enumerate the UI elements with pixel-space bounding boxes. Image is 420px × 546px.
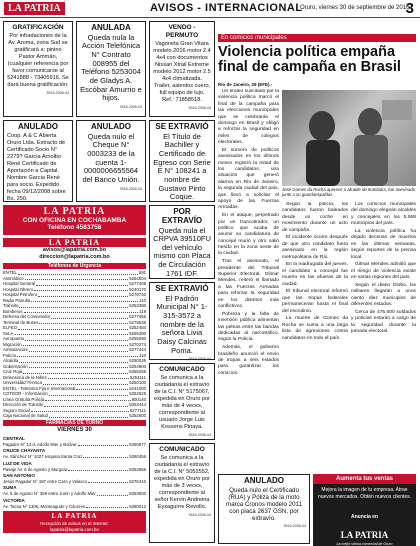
page-number: 3 — [405, 0, 414, 17]
band-email[interactable]: lapatria@lapatria.com.bo — [50, 526, 99, 532]
list-item-phone: 5240170 — [129, 286, 146, 292]
article-paragraph: Un tiroteo suscitado por la violencia política marcó el final de la campaña para las elecciones municipales que se celebrarán el domingo en Brasil y obligó a reforzar la seguridad en miles de colegios electorales. — [218, 89, 279, 145]
directory-title: Teléfonos de Urgencia — [3, 263, 146, 269]
leader-dots — [83, 454, 128, 458]
list-item-phone: 5254444 — [129, 402, 146, 408]
leader-dots — [43, 380, 128, 384]
promo-logo: LA PATRIA — [340, 530, 389, 540]
section-title: AVISOS - INTERNACIONAL — [150, 2, 303, 14]
leader-dots — [97, 491, 128, 495]
leader-dots — [38, 292, 128, 296]
ad-body: El Título de Bachiller y Certificado de Egreso con Serie E N° 108241 a nombre de Gustavo Pinto Coque. — [153, 131, 211, 202]
newspaper-logo: LA PATRIA — [4, 2, 65, 15]
list-item — [3, 504, 146, 510]
list-item-phone: 5277455 — [129, 314, 146, 320]
list-item-name: Tránsito — [3, 303, 19, 309]
list-item-name: Seguro Social — [3, 407, 30, 413]
list-item-phone: 5276410 — [129, 478, 146, 484]
list-item-phone: 5254800 — [129, 363, 146, 369]
list-item — [3, 467, 146, 473]
ad-body: Queda nula la Acción Telefónica N° Contrato 008955 del Teléfono 5253004 de Gladys A. Escóbar Amurrio e hijos. — [80, 32, 142, 103]
list-item-name: ENTEL - Telefonía Fija e Internacional — [3, 385, 76, 391]
list-item-phone: 5250100 — [129, 380, 146, 386]
promo-body: Mejora la imagen de tu empresa. Atrae nuevos mercados. Obtén nuevos clientes. — [317, 487, 412, 500]
list-item-name: Av. 6 de Agosto N° 359 entre Junín y Adolfo Mier — [3, 491, 96, 497]
leader-dots — [23, 369, 128, 373]
leader-dots — [88, 479, 128, 483]
ad-gratificacion — [3, 21, 73, 117]
photo-image-icon — [282, 90, 416, 186]
ad-body: Queda nulo el Cheque N° 0003233 de la cuenta 1-0000006655564 del Banco Unión. — [82, 131, 140, 184]
band-email-avisos[interactable]: avisos@lapatria.com.bo — [42, 247, 107, 253]
ad-extravio-vehiculo — [149, 205, 215, 279]
list-item-name: Migración — [3, 341, 22, 347]
list-item-phone: 5277111 — [129, 407, 146, 413]
list-item-phone: 5252484 — [129, 325, 146, 331]
leader-dots — [51, 314, 128, 318]
article-paragraph: El tribunal electoral informó que las tropas federales permanecerán hasta el final del escrutinio. — [282, 289, 348, 314]
promo-cta: Anuncia en — [351, 514, 378, 520]
article-paragraph: En la madrugada del jueves, el candidato a concejal fue muerto en las afueras de la ciudad. — [282, 262, 348, 287]
ad-code: 5516-2006-04 — [188, 357, 211, 360]
leader-dots — [19, 303, 128, 307]
list-item — [3, 479, 146, 485]
list-item — [3, 413, 146, 419]
leader-dots — [24, 309, 139, 313]
article-paragraph: Según la policía, los candidatos fueron baleados desde un coche en movimiento durante un acto de campaña. — [282, 202, 348, 233]
promo-tagline: La mejor vitrina comercial de Oruro — [336, 542, 393, 546]
leader-dots — [34, 287, 128, 291]
leader-dots — [29, 364, 129, 368]
list-item-phone: 5270274 — [129, 341, 146, 347]
ad-title: ANULADA — [91, 23, 131, 32]
list-item-phone: 5241000 — [129, 385, 146, 391]
list-item-name: Gobernación — [3, 363, 28, 369]
pharmacy-title: FARMACIAS DE TURNO — [3, 420, 146, 426]
list-item-name: Antirrábico — [3, 275, 24, 281]
ad-body: Queda nulo el Certificado (RUA) y Póliza de la moto marca Cronos modelo 2011 con placa 2637 GSN, por extravío. — [226, 486, 302, 523]
list-item-name: Radio Patrulla — [3, 297, 30, 303]
list-item-name: Defensa del Consumidor — [3, 314, 51, 320]
ad-code: 3918-2006-04 — [119, 186, 142, 191]
band-emails — [3, 247, 146, 260]
article-paragraph: Los comicios municipales del domingo elegirán alcaldes y concejales en los 5.568 municipios del país. — [351, 202, 416, 227]
band-email-direccion[interactable]: direccion@lapatria.com.bo — [39, 253, 110, 260]
list-item — [3, 454, 146, 460]
ad-code: 5516-2006-04 — [188, 433, 211, 437]
ad-title: SE EXTRAVIÓ — [155, 284, 209, 293]
pharmacy-zone: CENTRAL — [3, 435, 25, 441]
article-column-1 — [218, 89, 279, 474]
emergency-directory — [3, 262, 146, 546]
pharmacy-zone: LUZ DE VIDA — [3, 460, 32, 466]
leader-dots — [25, 276, 129, 280]
leader-dots — [18, 270, 138, 274]
list-item-name: Línea Gratuita Policía — [3, 396, 45, 402]
list-item-name: ELFEO — [3, 325, 18, 331]
list-item-phone: 5255255 — [129, 369, 146, 375]
ad-body: Por infradaciones de la Av. Aroma, zona Sud se gratificará a: pinino Pastor Ammán, (cualquier referencia por favor comunicarse al 5241888 - 73405916. Se dará buena gratificación. — [7, 33, 69, 89]
article-paragraph: Pobreza y la falta de inversión pública alimentan las peleas entre las bandas dedicadas al narcotráfico, según la Policía. — [218, 311, 279, 343]
ad-body: Vagoneta Gran Vitara modelo 2016 motor 2.4 4x4 con documentos Nissan Xtrail Extreme modelo 2012 motor 2.5 4x4 climatizada. Trailer, asientos cuero, full equipo de lujo. Ref.: 71858518. — [153, 41, 211, 104]
list-item-phone: 5254004 — [129, 275, 146, 281]
list-item-name: Hospital General — [3, 281, 36, 287]
list-item — [3, 491, 146, 497]
pharmacy-zone: SUMA — [3, 485, 17, 491]
list-item — [3, 442, 146, 448]
band-title: LA PATRIA — [51, 512, 98, 521]
article-paragraph: El incidente ocurre después de que otro candidato fuera asesinado en la región metropolitana de Río. — [282, 235, 348, 260]
list-item-phone: 5252525 — [129, 391, 146, 397]
la-patria-email-band — [3, 238, 146, 260]
promo-ad[interactable] — [313, 474, 416, 546]
ad-title: SE EXTRAVIÓ — [155, 122, 209, 131]
band-subtitle: Recepción de avisos en el Internet: — [40, 521, 109, 527]
list-item-phone: 5260456 — [129, 454, 146, 460]
leader-dots — [49, 391, 129, 395]
ad-code: 5516-2006-04 — [46, 91, 69, 95]
ad-title: POR EXTRAVÍO — [161, 207, 203, 225]
list-item-name: COTEOR - Información — [3, 391, 48, 397]
article-paragraph: La violencia política ha dejado decenas de muertos en las últimas semanas, según reportes de la prensa local. — [351, 229, 416, 260]
photo-caption: José Gomes da Rocha aparece a alcalde de Itumbiara, fue asesinado junto a su guardaespaldas — [282, 187, 416, 198]
ad-body: Se comunica a la ciudadanía el extravío de la C.I. N° 5052552, expedida en Oruro por más de 3 veces, correspondiente al señor Kervin Andreina Eyzaguirre Revollo. — [154, 455, 210, 511]
list-item-phone: 5252600 — [129, 413, 146, 419]
leader-dots — [76, 386, 128, 390]
ad-anulado-1 — [3, 120, 73, 202]
list-item-name: Cruz Roja — [3, 369, 23, 375]
article-kicker: En comicios municipales — [218, 34, 416, 42]
list-item-name: Av. Sánchez N° 1027 esquina Santa Cruz — [3, 454, 83, 460]
article-column-3 — [351, 202, 416, 474]
leader-dots — [31, 298, 138, 302]
ad-vendo — [149, 21, 215, 117]
article-headline: Violencia política empaña final de campaña en Brasil — [218, 44, 401, 76]
leader-dots — [39, 320, 128, 324]
leader-dots — [44, 402, 128, 406]
list-item-name: Ambulancias — [3, 347, 28, 353]
article-dateline: Río de Janeiro, 29 (EFE).- — [218, 82, 273, 87]
list-item-phone: 5278740 — [129, 292, 146, 298]
list-item-phone: 5279535 — [129, 319, 146, 325]
ad-extravio-1 — [149, 120, 215, 202]
article-paragraph: Cerca de 475.000 soldados y policías estarán a cargo de la seguridad durante la jornada electoral. — [351, 310, 416, 335]
leader-dots — [31, 408, 129, 412]
list-item-name: Av. Tacna N° 1306, Monteagudo y Cáceres — [3, 503, 85, 509]
la-patria-cochabamba-band — [3, 205, 146, 235]
ad-code: 5516-2006-04 — [188, 106, 211, 111]
list-item-name: Pagador N° 13 d. Adolfo Mier y Bolívar — [3, 441, 77, 447]
list-item-phone: 5250035 — [129, 358, 146, 364]
ad-extravio-2 — [149, 282, 215, 360]
leader-dots — [68, 467, 128, 471]
list-item-phone: 5250877 — [129, 441, 146, 447]
leader-dots — [36, 281, 128, 285]
leader-dots — [23, 342, 129, 346]
list-item-name: Pasaje Av. 6 de Agosto y Murguía — [3, 466, 68, 472]
issue-date: Oruro, viernes 30 de septiembre de 2016 — [300, 5, 410, 11]
list-item-phone: 119 — [139, 308, 146, 314]
list-item-name: Defensoría de la Niñez — [3, 374, 47, 380]
list-item-phone: 591 — [138, 270, 146, 276]
leader-dots — [48, 375, 129, 379]
list-item-name: Terminal de Buses — [3, 319, 39, 325]
list-item-phone: 5253500 — [129, 491, 146, 497]
article-paragraph: Gilmar Mendes admitió que el riesgo de violencia existe en varias regiones del país. — [351, 262, 416, 281]
list-item-phone: 5255390 — [129, 330, 146, 336]
leader-dots — [49, 413, 128, 417]
ad-body: Queda nula el CRPVA 39510FU del vehículo mismo con Placa de Circulación 1761 IDF. — [153, 225, 211, 278]
ad-title: ANULADO — [91, 122, 131, 131]
list-item-name: Hospital Petrolero — [3, 292, 38, 298]
page-header — [0, 0, 420, 18]
article-paragraph: Según el diario Globo, los militares llegarán a unos ciento diez municipios de diferentes estados. — [351, 283, 416, 308]
promo-title: Aumenta tus ventas — [313, 474, 416, 484]
article-photo — [282, 90, 416, 186]
ad-title: COMUNICADO — [159, 366, 205, 373]
list-item-phone: 800140 — [131, 396, 146, 402]
list-item-name: Hospital Obrero — [3, 286, 34, 292]
leader-dots — [45, 397, 130, 401]
ad-title: ANULADO — [244, 476, 284, 485]
leader-dots — [17, 353, 138, 357]
list-item-name: Alcaldía — [3, 358, 19, 364]
article-paragraph: Tras el asesinato, el presidente del Tribunal Superior Electoral, Gilmar Mendes, reiteró el llamado a las Fuerzas Armadas para reforzar la seguridad en los distritos más conflictivos. — [218, 259, 279, 309]
list-item-name: Dirección de Tránsito — [3, 402, 44, 408]
pharmacy-zone: VICTORIA — [3, 497, 25, 503]
list-item-phone: 110 — [139, 352, 146, 358]
ad-title: COMUNICADO — [159, 446, 205, 453]
pharmacy-zone: CRUCE CHAYANTA — [3, 448, 46, 454]
ad-anulado-3 — [218, 474, 310, 544]
leader-dots — [29, 347, 129, 351]
list-item-name: SeLA — [3, 330, 14, 336]
list-item-phone: 5253380 — [129, 303, 146, 309]
article-column-2 — [282, 202, 348, 474]
ad-body: Coop. A & C Abierta Oruro Ltda. Extracto de Certificado Socio N° 2279? Garcia Arnolbo René Certificado de Aportación a Capital. Nombre Garcia René para socio. Expedido fecha 09/12/2008 sobre Bs. 250. — [7, 132, 66, 202]
pharmacy-zone: SAN ANTONIO — [3, 473, 35, 479]
band-title: LA PATRIA — [43, 206, 106, 217]
leader-dots — [25, 336, 128, 340]
band-phone: Teléfono 4583758 — [47, 224, 102, 231]
list-item-name: Aeropuerto — [3, 336, 25, 342]
news-article — [218, 34, 416, 474]
list-item-phone: 110 — [139, 297, 146, 303]
pharmacy-rows — [3, 436, 146, 509]
list-item-phone: 5252866 — [129, 466, 146, 472]
ad-body: Se comunica a la ciudadanía el extravío de la C.I. N° 5175067, expedida en Oruro por más de 4 veces, correspondiente al usuario Jorge Luis Kossens Pinaya. — [154, 375, 210, 431]
list-item-phone: 5277444 — [129, 347, 146, 353]
pharmacy-day: VIERNES 30 — [57, 427, 92, 434]
ad-code: 5516-2006-04 — [188, 513, 211, 517]
article-paragraph: El número de políticos asesinados en los últimos meses registró la mitad de los candidatos, una situación que generó alarma en Río de Janeiro, la segunda ciudad del país, que llevó a solicitar el apoyo de las Fuerzas Armadas. — [218, 147, 279, 211]
list-item-phone: 5280012 — [129, 503, 146, 509]
ad-code: 3918-2006-04 — [119, 104, 142, 109]
ad-comunicado-1 — [149, 363, 215, 440]
list-item-name: Jesús Pagador N° 187 entre Caro y Velasco — [3, 478, 88, 484]
ad-anulada-1 — [76, 21, 146, 117]
leader-dots — [18, 325, 128, 329]
leader-dots — [78, 442, 129, 446]
ad-code: 5516-2006-04 — [283, 524, 306, 529]
ad-title: GRATIFICACIÓN — [12, 24, 64, 31]
ad-title: ANULADO — [18, 122, 58, 131]
ad-comunicado-2 — [149, 443, 215, 543]
list-item-name: Bomberos — [3, 308, 23, 314]
list-item-phone: 5255090 — [129, 336, 146, 342]
list-item-name: Policía — [3, 352, 16, 358]
article-paragraph: La muerte de Gomes da Rocha se suma a una larga lista de agresiones contra candidatos en todo el país. — [282, 316, 348, 341]
ad-title: VENDO - PERMUTO — [165, 24, 199, 40]
list-item-phone: 5254111 — [129, 374, 146, 380]
list-item-phone: 5277408 — [129, 281, 146, 287]
directory-rows — [3, 270, 146, 419]
band-subtitle: CON OFICINA EN COCHABAMBA — [22, 217, 127, 224]
article-paragraph: Además, el gobierno brasileño anunció el envío de tropas a seis estados para garantizar los comicios. — [218, 345, 279, 376]
leader-dots — [86, 504, 128, 508]
ad-body: El Padrón Municipal N° 1-315-3572 a nombre de la señora Livia Daisy Calcinas Poma. — [156, 293, 208, 355]
leader-dots — [19, 358, 128, 362]
list-item-name: Universidad Técnica — [3, 380, 42, 386]
band-title: LA PATRIA — [48, 238, 101, 247]
list-item-name: Caja Nacional de Salud — [3, 413, 48, 419]
leader-dots — [15, 331, 129, 335]
list-item-name: ENTEL — [3, 270, 17, 276]
article-paragraph: En el ataque, perpetrado por un francotirador, un político que acaba de asumir su candidatura de concejal murió y otro salió herido en la zona oeste de la ciudad. — [218, 213, 279, 257]
internet-band — [3, 511, 146, 533]
ad-anulado-2 — [76, 120, 146, 202]
